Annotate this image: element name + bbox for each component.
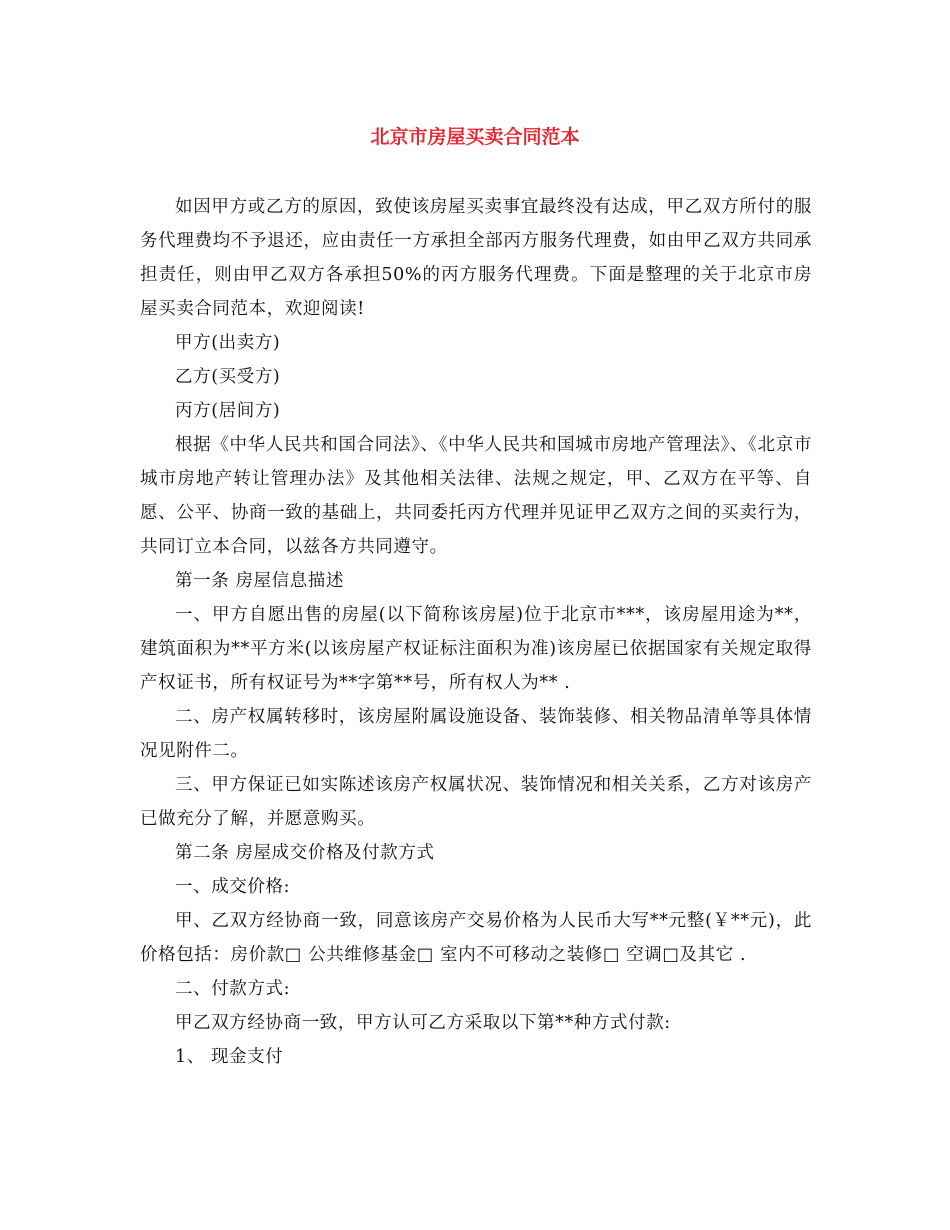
price-subheading: 一、成交价格:	[175, 877, 291, 897]
document-body	[140, 190, 812, 1074]
legal-basis-paragraph: 根据《中华人民共和国合同法》、《中华人民共和国城市房地产管理法》、《北京市城市房地产转让管理办法》及其他相关法律、法规之规定，甲、乙双方在平等、自愿、公平、协商一致的基础上，共同委托丙方代理并见证甲乙双方之间的买卖行为，共同订立本合同，以兹各方共同遵守。	[140, 435, 812, 557]
party-b-line: 乙方(买受方)	[175, 367, 281, 387]
party-c-line: 丙方(居间方)	[175, 401, 281, 421]
article-1-clause-1: 一、甲方自愿出售的房屋(以下简称该房屋)位于北京市***，该房屋用途为**，建筑面积为**平方米(以该房屋产权证标注面积为准)该房屋已依据国家有关规定取得产权证书，所有权证号为**字第**号，所有权人为** .	[140, 605, 812, 693]
article-1-clause-2: 二、房产权属转移时，该房屋附属设施设备、装饰装修、相关物品清单等具体情况见附件二。	[140, 707, 812, 761]
price-paragraph: 甲、乙双方经协商一致，同意该房产交易价格为人民币大写**元整(￥**元)，此价格包括：房价款□ 公共维修基金□ 室内不可移动之装修□ 空调□及其它 .	[140, 911, 812, 965]
party-a-line: 甲方(出卖方)	[175, 333, 281, 353]
article-2-heading: 第二条 房屋成交价格及付款方式	[175, 843, 435, 863]
article-1-heading: 第一条 房屋信息描述	[175, 571, 345, 591]
payment-subheading: 二、付款方式:	[175, 979, 291, 999]
payment-option-1: 1、 现金支付	[175, 1047, 284, 1067]
article-1-clause-3: 三、甲方保证已如实陈述该房产权属状况、装饰情况和相关关系，乙方对该房产已做充分了解，并愿意购买。	[140, 775, 812, 829]
payment-paragraph: 甲乙双方经协商一致，甲方认可乙方采取以下第**种方式付款:	[175, 1013, 671, 1033]
document-title: 北京市房屋买卖合同范本	[370, 126, 580, 148]
intro-paragraph: 如因甲方或乙方的原因，致使该房屋买卖事宜最终没有达成，甲乙双方所付的服务代理费均不予退还，应由责任一方承担全部丙方服务代理费，如由甲乙双方共同承担责任，则由甲乙双方各承担50%的丙方服务代理费。下面是整理的关于北京市房屋买卖合同范本，欢迎阅读!	[140, 197, 812, 319]
